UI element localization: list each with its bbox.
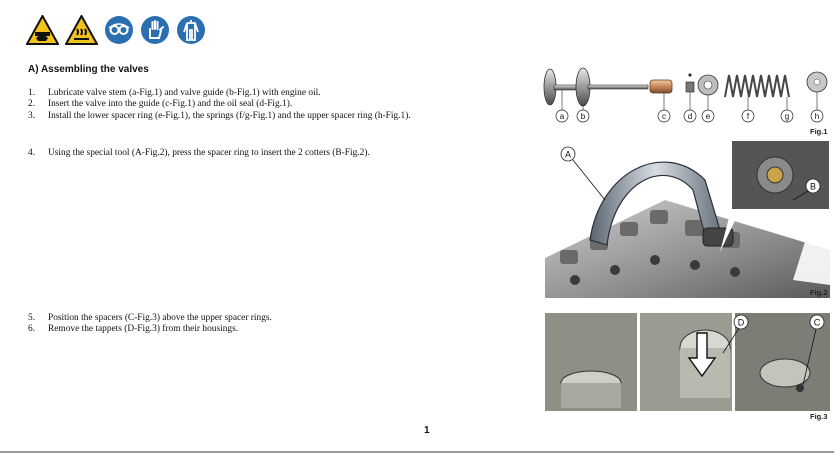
step-text: Insert the valve into the guide (c-Fig.1) and the oil seal (d-Fig.1). (48, 99, 293, 110)
spacer-ring-tool-photo (545, 140, 830, 298)
figure-1-label: Fig.1 (810, 127, 828, 136)
hand-crush-warning-icon (26, 15, 59, 45)
step-number: 5. (28, 313, 36, 323)
figure-3 (545, 313, 830, 411)
step-number: 4. (28, 148, 36, 158)
figure-1 (540, 60, 832, 138)
callout-e: e (705, 112, 711, 121)
callout-h: h (814, 112, 820, 121)
page-number: 1 (424, 425, 430, 436)
safety-icons (26, 15, 206, 45)
section-title: A) Assembling the valves (28, 64, 149, 75)
valve-parts-illustration (540, 60, 832, 138)
step-number: 1. (28, 88, 36, 98)
valve-stem (554, 85, 576, 90)
protective-gloves-icon (140, 15, 170, 45)
steps-group-2 (28, 148, 370, 159)
step-item (28, 111, 411, 122)
protective-overalls-icon (176, 15, 206, 45)
step-text: Position the spacers (C-Fig.3) above the upper spacer rings. (48, 313, 272, 323)
step-item (28, 313, 272, 324)
callout-D: D (737, 317, 745, 328)
step-number: 6. (28, 324, 36, 335)
callout-b: b (580, 112, 586, 121)
callout-C: C (813, 317, 821, 328)
step-number: 3. (28, 110, 36, 121)
oil-seal (686, 82, 694, 92)
safety-goggles-icon (104, 15, 134, 45)
figure-3-label: Fig.3 (810, 412, 828, 421)
callout-g: g (784, 112, 790, 121)
step-number: 2. (28, 99, 36, 110)
callout-a: a (559, 112, 565, 121)
steps-group-3 (28, 313, 272, 336)
step-text: Remove the tappets (D-Fig.3) from their housings. (48, 324, 239, 335)
step-text: Install the lower spacer ring (e-Fig.1), the springs (f/g-Fig.1) and the upper spacer ring (h-Fig.1). (48, 110, 411, 121)
steps-group-1 (28, 88, 411, 122)
step-text: Using the special tool (A-Fig.2), press the spacer ring to insert the 2 cotters (B-Fig.2). (48, 148, 370, 158)
callout-A: A (564, 149, 572, 160)
callout-d: d (687, 112, 693, 121)
footer-divider (0, 451, 834, 453)
figure-2-label: Fig.2 (810, 288, 828, 297)
step-item (28, 148, 370, 159)
callout-f: f (746, 112, 750, 121)
hot-surface-warning-icon (65, 15, 98, 45)
step-text: Lubricate valve stem (a-Fig.1) and valve guide (b-Fig.1) with engine oil. (48, 88, 321, 98)
valve-stem-long (588, 85, 648, 89)
figure-2 (545, 140, 830, 298)
valve-guide (650, 80, 672, 93)
callout-c: c (662, 112, 666, 121)
step-item (28, 88, 411, 99)
step-item (28, 324, 272, 335)
valve-springs (725, 75, 789, 97)
tappet-removal-photo (545, 313, 830, 411)
callout-B: B (809, 181, 817, 192)
step-item (28, 99, 411, 110)
